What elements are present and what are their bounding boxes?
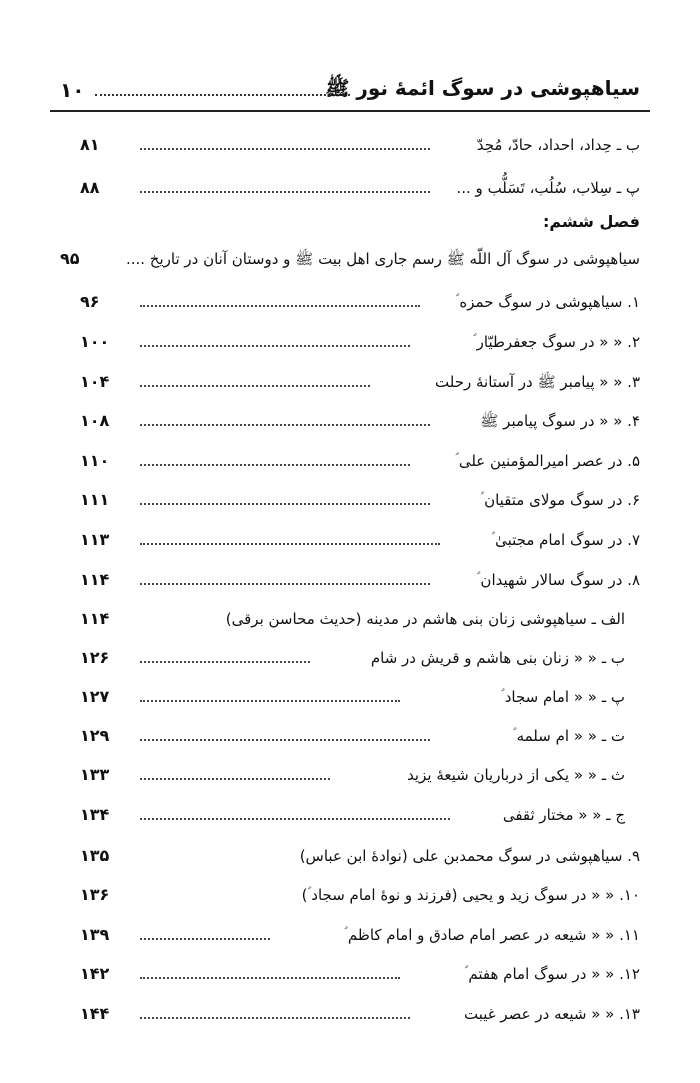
page-number: ۱۰ bbox=[60, 78, 85, 102]
toc-row bbox=[80, 604, 640, 634]
leader-dots bbox=[140, 148, 430, 150]
toc-page-number: ۱۱۰ bbox=[80, 451, 110, 470]
leader-dots bbox=[140, 583, 430, 585]
toc-entry-text: ۷. در سوگ امام مجتبیٰ ؑ bbox=[491, 531, 640, 549]
toc-row bbox=[80, 367, 640, 397]
leader-dots bbox=[140, 938, 270, 940]
toc-page-number: ۱۱۴ bbox=[80, 570, 110, 589]
toc-row bbox=[80, 999, 640, 1029]
page-header bbox=[50, 70, 650, 112]
toc-page-number: ۱۴۲ bbox=[80, 964, 110, 983]
leader-dots bbox=[140, 305, 420, 307]
toc-page-number: ۱۳۶ bbox=[80, 885, 110, 904]
toc-entry-text: ۸. در سوگ سالار شهیدان ؑ bbox=[476, 571, 640, 589]
leader-dots bbox=[140, 464, 410, 466]
running-title: سیاهپوشی در سوگ ائمهٔ نور ﷺ bbox=[325, 76, 640, 100]
toc-row bbox=[80, 173, 640, 203]
leader-dots bbox=[140, 543, 440, 545]
toc-entry-text: الف ـ سیاهپوشی زنان بنی هاشم در مدینه (حدیث محاسن برقی) bbox=[225, 610, 625, 628]
toc-entry-text: ۵. در عصر امیرالمؤمنین علی ؑ bbox=[455, 452, 640, 470]
toc-page-number: ۸۱ bbox=[80, 135, 100, 154]
toc-row bbox=[80, 721, 640, 751]
toc-entry-text: ۱. سیاهپوشی در سوگ حمزه ؑ bbox=[455, 293, 640, 311]
toc-entry-text: سیاهپوشی در سوگ آل اللّه ﷺ رسم جاری اهل بیت ﷺ و دوستان آنان در تاریخ .... bbox=[125, 250, 640, 268]
toc-page-number: ۹۶ bbox=[80, 292, 100, 311]
toc-entry-text: ۶. در سوگ مولای متقیان ؑ bbox=[480, 491, 640, 509]
toc-row bbox=[80, 760, 640, 790]
toc-entry-text: پ ـ « « امام سجاد ؑ bbox=[500, 688, 625, 706]
toc-page-number: ۱۰۴ bbox=[80, 372, 110, 391]
toc-row bbox=[80, 287, 640, 317]
leader-dots bbox=[140, 739, 430, 741]
toc-page-number: ۹۵ bbox=[60, 249, 80, 268]
toc-page-number: ۱۳۴ bbox=[80, 805, 110, 824]
toc-entry-text: ۲. « « در سوگ جعفرطیّار ؑ bbox=[472, 333, 640, 351]
toc-page-number: ۸۸ bbox=[80, 178, 100, 197]
toc-page-number: ۱۳۵ bbox=[80, 846, 110, 865]
toc-row bbox=[80, 880, 640, 910]
toc-row bbox=[80, 327, 640, 357]
toc-row bbox=[80, 485, 640, 515]
toc-row bbox=[80, 959, 640, 989]
toc-row bbox=[80, 525, 640, 555]
toc-row bbox=[80, 565, 640, 595]
toc-page-number: ۱۰۸ bbox=[80, 411, 110, 430]
toc-entry-text: ب ـ حِداد، احداد، حادّ، مُحِدّ bbox=[476, 136, 640, 154]
toc-page-number: ۱۲۹ bbox=[80, 726, 110, 745]
toc-page-number: ۱۲۶ bbox=[80, 648, 110, 667]
toc-page-number: ۱۰۰ bbox=[80, 332, 110, 351]
toc-page-number: ۱۱۴ bbox=[80, 609, 110, 628]
leader-dots bbox=[140, 1017, 410, 1019]
toc-row bbox=[80, 920, 640, 950]
toc-row bbox=[60, 244, 640, 274]
header-leader-dots bbox=[95, 94, 350, 96]
toc-row bbox=[80, 446, 640, 476]
toc-page-number: ۱۴۴ bbox=[80, 1004, 110, 1023]
toc-page-number: ۱۳۹ bbox=[80, 925, 110, 944]
toc-page-number: ۱۲۷ bbox=[80, 687, 110, 706]
toc-entry-text: ۳. « « پیامبر ﷺ در آستانهٔ رحلت bbox=[435, 373, 640, 391]
leader-dots bbox=[140, 661, 310, 663]
leader-dots bbox=[140, 385, 370, 387]
leader-dots bbox=[140, 191, 430, 193]
toc-entry-text: ت ـ « « ام سلمه ؑ bbox=[512, 727, 625, 745]
section-heading: فصل ششم: bbox=[542, 212, 640, 231]
toc-entry-text: ۱۲. « « در سوگ امام هفتم ؑ bbox=[464, 965, 640, 983]
toc-row bbox=[80, 406, 640, 436]
toc-entry-text: ث ـ « « یکی از درباریان شیعهٔ یزید bbox=[407, 766, 625, 784]
leader-dots bbox=[140, 503, 430, 505]
toc-page-number: ۱۱۳ bbox=[80, 530, 110, 549]
toc-row bbox=[80, 682, 640, 712]
toc-row bbox=[80, 130, 640, 160]
toc-entry-text: پ ـ سِلاب، سُلُب، تَسَلُّب و ... bbox=[456, 179, 640, 197]
toc-entry-text: ۹. سیاهپوشی در سوگ محمدبن علی (نوادهٔ ابن عباس) bbox=[299, 847, 640, 865]
toc-entry-text: ۴. « « در سوگ پیامبر ﷺ bbox=[480, 412, 640, 430]
toc-entry-text: ۱۱. « « شیعه در عصر امام صادق و امام کاظم ؑ bbox=[344, 926, 640, 944]
leader-dots bbox=[140, 818, 450, 820]
toc-page-number: ۱۱۱ bbox=[80, 490, 110, 509]
leader-dots bbox=[140, 778, 330, 780]
leader-dots bbox=[140, 424, 430, 426]
leader-dots bbox=[140, 700, 400, 702]
toc-entry-text: ۱۳. « « شیعه در عصر غیبت bbox=[463, 1005, 640, 1023]
leader-dots bbox=[140, 345, 410, 347]
toc-entry-text: ج ـ « « مختار ثقفی bbox=[502, 806, 625, 824]
toc-row bbox=[80, 643, 640, 673]
toc-row bbox=[80, 841, 640, 871]
toc-row bbox=[80, 800, 640, 830]
toc-entry-text: ب ـ « « زنان بنی هاشم و قریش در شام bbox=[370, 649, 625, 667]
toc-page-number: ۱۳۳ bbox=[80, 765, 110, 784]
leader-dots bbox=[140, 977, 400, 979]
toc-entry-text: ۱۰. « « در سوگ زید و یحیی (فرزند و نوهٔ امام سجاد ؑ) bbox=[301, 886, 640, 904]
